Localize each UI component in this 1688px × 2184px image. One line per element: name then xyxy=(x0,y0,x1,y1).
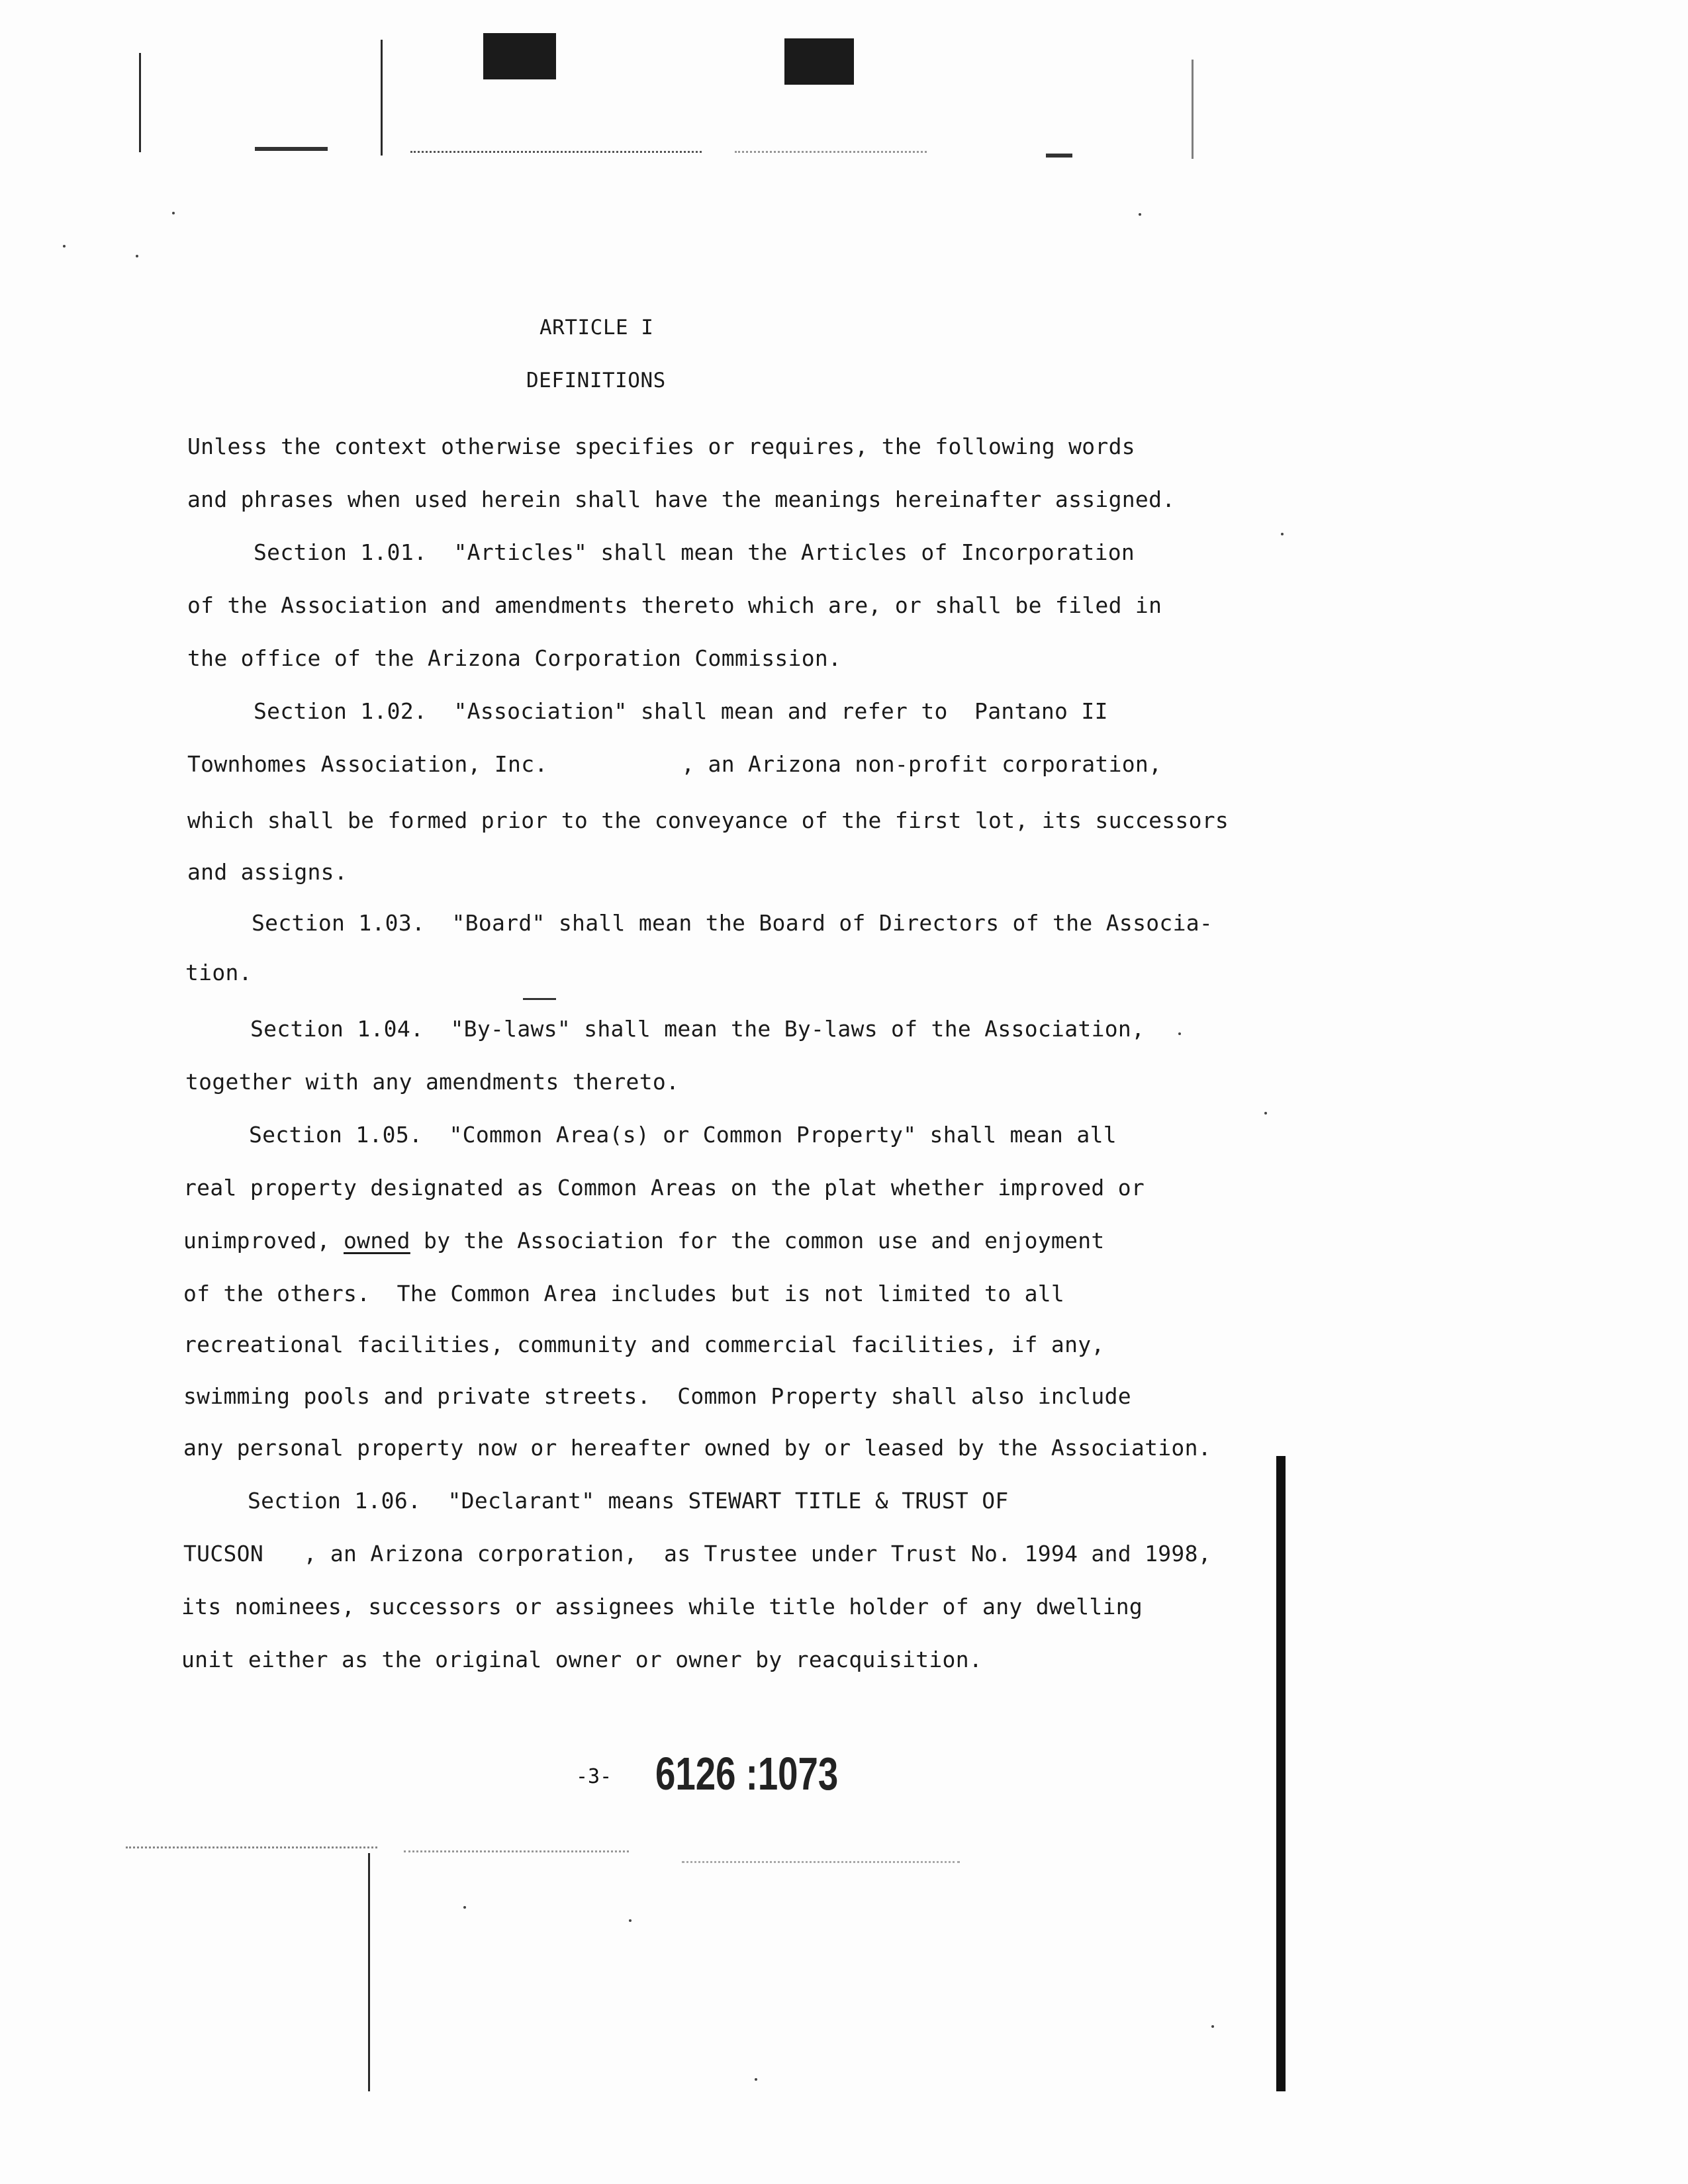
scan-blot-right xyxy=(784,38,854,85)
section-1-05-line: of the others. The Common Area includes but is not limited to all xyxy=(183,1281,1065,1306)
underlined-word: owned xyxy=(344,1228,410,1253)
section-1-06-line: unit either as the original owner or owner by reacquisition. xyxy=(181,1647,983,1672)
scan-mark-vertical xyxy=(139,53,141,152)
scan-speck xyxy=(1211,2025,1214,2028)
section-1-05-line: Section 1.05. "Common Area(s) or Common Property" shall mean all xyxy=(249,1122,1117,1148)
scan-dotted-line xyxy=(682,1861,960,1863)
scan-dotted-line xyxy=(126,1846,377,1848)
section-1-05-line: real property designated as Common Areas on the plat whether improved or xyxy=(183,1175,1145,1201)
scan-speck xyxy=(1178,1032,1181,1035)
scan-speck xyxy=(463,1906,466,1909)
page-number: -3- xyxy=(576,1765,612,1788)
scan-dash xyxy=(1046,154,1072,158)
section-1-05-line: recreational facilities, community and commercial facilities, if any, xyxy=(183,1332,1105,1357)
section-1-01-line: Section 1.01. "Articles" shall mean the Articles of Incorporation xyxy=(254,539,1135,565)
section-1-03-line: tion. xyxy=(185,960,252,985)
section-1-01-line: of the Association and amendments thereto which are, or shall be filed in xyxy=(187,592,1162,618)
scan-speck xyxy=(1281,533,1284,535)
scan-speck xyxy=(755,2078,757,2081)
section-1-02-line: Townhomes Association, Inc. , an Arizona non-profit corporation, xyxy=(187,751,1162,777)
scan-speck xyxy=(172,212,175,214)
section-1-04-line: together with any amendments thereto. xyxy=(185,1069,680,1095)
section-1-01-line: the office of the Arizona Corporation Commission. xyxy=(187,645,842,671)
section-1-06-line: TUCSON , an Arizona corporation, as Trustee under Trust No. 1994 and 1998, xyxy=(183,1541,1211,1567)
scan-dotted-line xyxy=(410,151,702,153)
section-1-05-line: any personal property now or hereafter owned by or leased by the Association. xyxy=(183,1435,1211,1461)
section-1-05-line: swimming pools and private streets. Common Property shall also include xyxy=(183,1383,1131,1409)
intro-line: and phrases when used herein shall have the meanings hereinafter assigned. xyxy=(187,486,1176,512)
scan-dash xyxy=(255,147,328,151)
scan-mark-vertical xyxy=(368,1853,370,2091)
section-1-06-line: its nominees, successors or assignees while title holder of any dwelling xyxy=(181,1594,1143,1619)
scan-dotted-line xyxy=(404,1850,629,1852)
scan-dash xyxy=(523,998,556,1000)
section-1-02-line: which shall be formed prior to the conveyance of the first lot, its successors xyxy=(187,807,1229,833)
intro-line: Unless the context otherwise specifies or requires, the following words xyxy=(187,433,1135,459)
scan-margin-bar xyxy=(1276,1456,1286,2091)
section-1-03-line: Section 1.03. "Board" shall mean the Board of Directors of the Associa- xyxy=(252,910,1213,936)
scan-speck xyxy=(1139,213,1141,216)
section-1-02-line: and assigns. xyxy=(187,859,348,885)
article-heading: ARTICLE I xyxy=(539,316,654,340)
recording-number: 6126 :1073 xyxy=(655,1748,839,1799)
section-1-04-line: Section 1.04. "By-laws" shall mean the By-laws of the Association, xyxy=(250,1016,1145,1042)
section-1-05-text: unimproved, xyxy=(183,1228,344,1253)
scan-speck xyxy=(1264,1112,1267,1115)
section-1-05-line xyxy=(183,1228,1105,1254)
scan-dotted-line xyxy=(735,151,927,153)
scan-blot-left xyxy=(483,33,556,79)
scan-mark-vertical xyxy=(1192,60,1194,159)
scan-speck xyxy=(63,245,66,248)
definitions-heading: DEFINITIONS xyxy=(526,369,666,392)
scan-speck xyxy=(629,1919,632,1922)
section-1-02-line: Section 1.02. "Association" shall mean and refer to Pantano II xyxy=(254,698,1108,724)
scan-speck xyxy=(136,255,138,257)
section-1-05-text: by the Association for the common use and enjoyment xyxy=(410,1228,1105,1253)
scan-mark-vertical xyxy=(381,40,383,156)
section-1-06-line: Section 1.06. "Declarant" means STEWART TITLE & TRUST OF xyxy=(248,1488,1009,1514)
